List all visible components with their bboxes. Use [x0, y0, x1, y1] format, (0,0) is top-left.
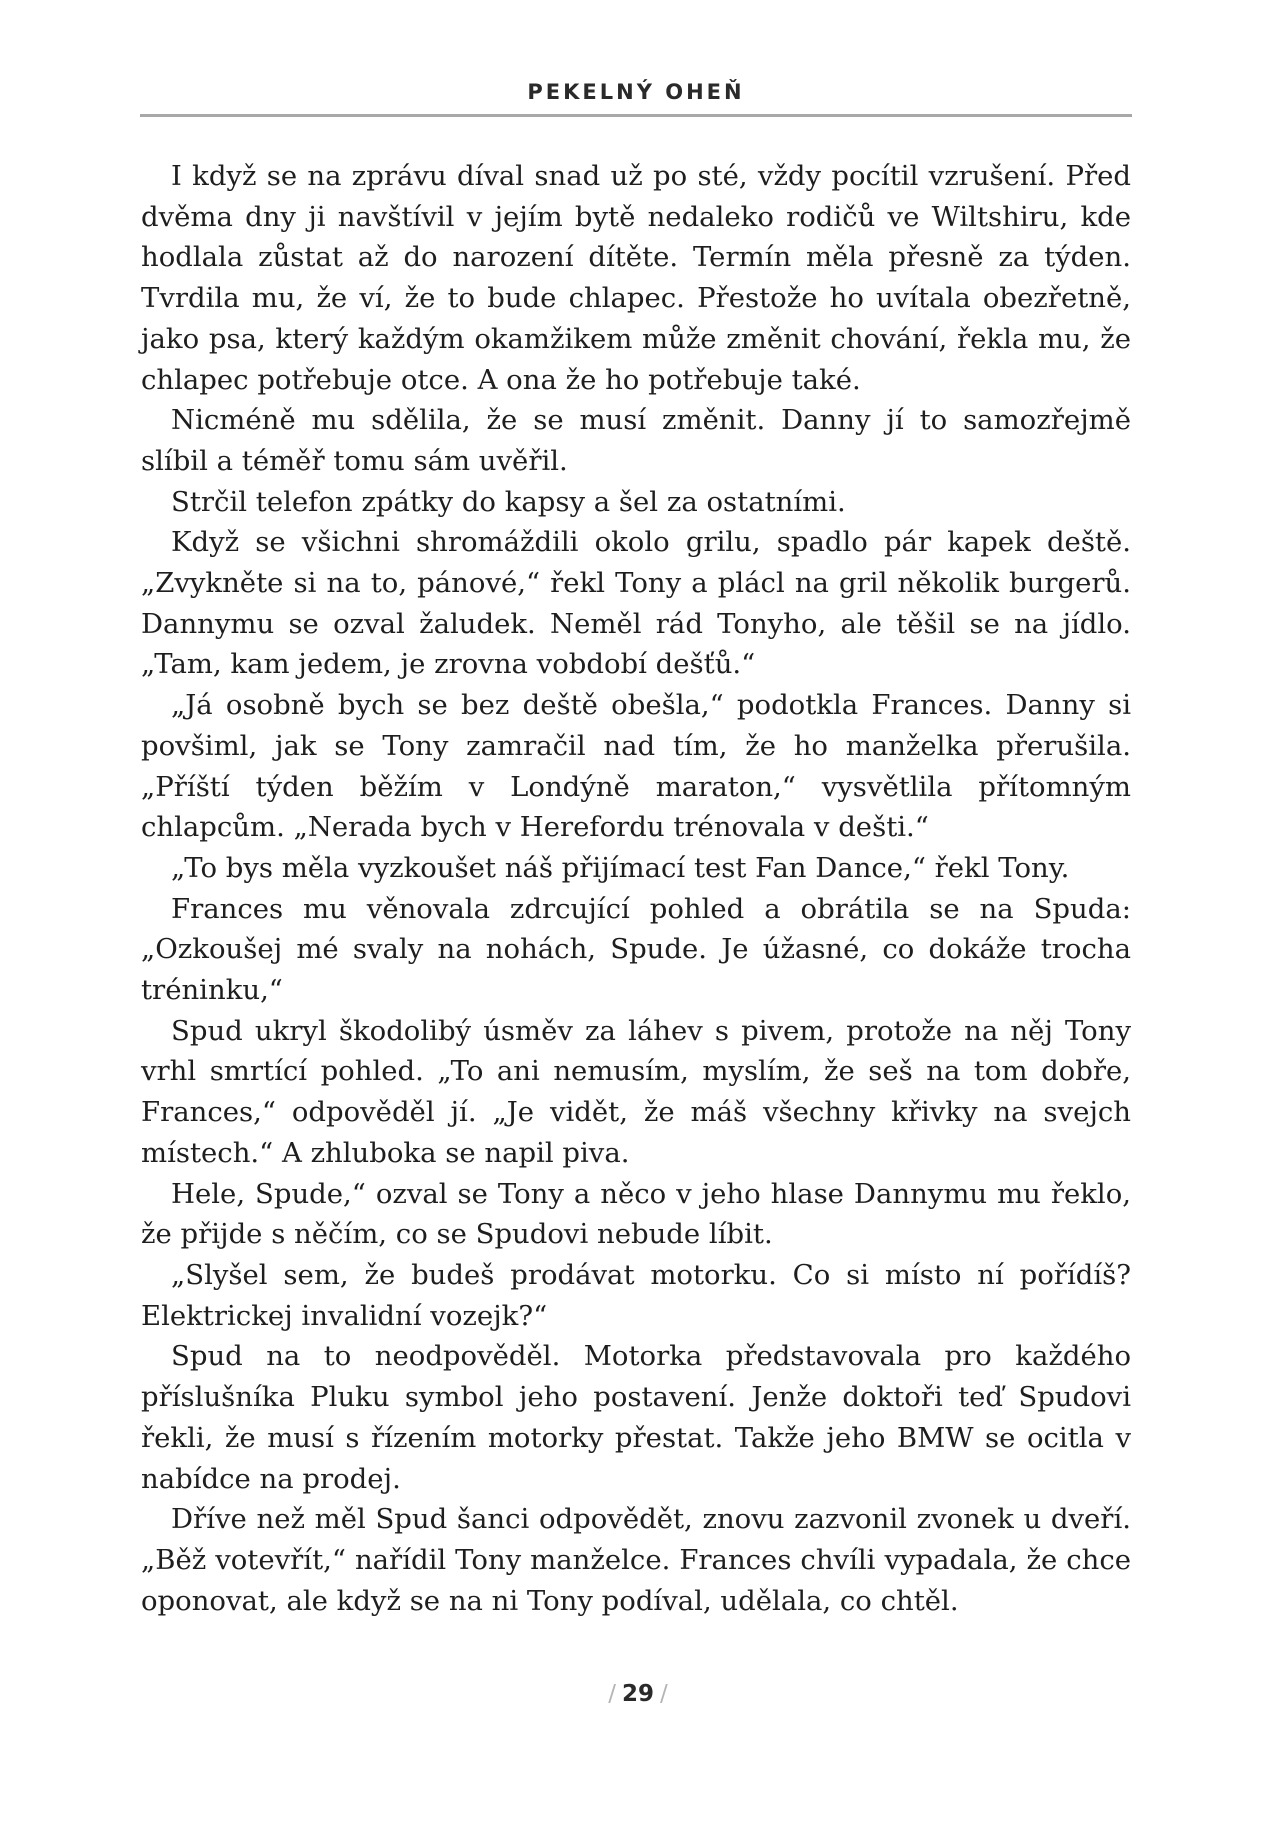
folio-slash-right: /	[660, 1681, 668, 1707]
paragraph: „Slyšel sem, že budeš prodávat motorku. Co si místo ní pořídíš? Elektrickej invalidní vozejk?“	[141, 1258, 1131, 1332]
paragraph: Hele, Spude,“ ozval se Tony a něco v jeho hlase Dannymu mu řeklo, že přijde s něčím, co se Spudovi nebude líbit.	[141, 1177, 1131, 1251]
paragraph: I když se na zprávu díval snad už po sté, vždy pocítil vzrušení. Před dvěma dny ji navštívil v jejím bytě nedaleko rodičů ve Wiltshiru, kde hodlala zůstat až do narození dítěte. Termín měla přesně za týden. Tvrdila mu, že ví, že to bude chlapec. Přestože ho uvítala obezřetně, jako psa, který každým okamžikem může změnit chování, řekla mu, že chlapec potřebuje otce. A ona že ho potřebuje také.	[141, 160, 1131, 396]
paragraph: Spud na to neodpověděl. Motorka představovala pro každého příslušníka Pluku symbol jeho postavení. Jenže doktoři teď Spudovi řekli, že musí s řízením motorky přestat. Takže jeho BMW se ocitla v nabídce na prodej.	[141, 1340, 1131, 1495]
folio-slash-left: /	[608, 1681, 616, 1707]
paragraph: „Já osobně bych se bez deště obešla,“ podotkla Frances. Danny si povšiml, jak se Tony zamračil nad tím, že ho manželka přerušila. „Příští týden běžím v Londýně maraton,“ vysvětlila přítomným chlapcům. „Nerada bych v Herefordu trénovala v dešti.“	[141, 689, 1131, 844]
paragraph: Dříve než měl Spud šanci odpovědět, znovu zazvonil zvonek u dveří. „Běž votevřít,“ nařídil Tony manželce. Frances chvíli vypadala, že chce oponovat, ale když se na ni Tony podíval, udělala, co chtěl.	[141, 1503, 1131, 1617]
page-number-value: 29	[621, 1681, 654, 1707]
paragraph: Nicméně mu sdělila, že se musí změnit. Danny jí to samozřejmě slíbil a téměř tomu sám uvěřil.	[141, 404, 1131, 477]
paragraph: Strčil telefon zpátky do kapsy a šel za ostatními.	[171, 485, 846, 518]
paragraph: Spud ukryl škodolibý úsměv za láhev s pivem, protože na něj Tony vrhl smrtící pohled. „To ani nemusím, myslím, že seš na tom dobře, Frances,“ odpověděl jí. „Je vidět, že máš všechny křivky na svejch místech.“ A zhluboka se napil piva.	[141, 1014, 1131, 1169]
body-text	[141, 156, 1131, 1621]
paragraph: Když se všichni shromáždili okolo grilu, spadlo pár kapek deště. „Zvykněte si na to, pánové,“ řekl Tony a plácl na gril několik burgerů. Dannymu se ozval žaludek. Neměl rád Tonyho, ale těšil se na jídlo. „Tam, kam jedem, je zrovna vobdobí dešťů.“	[141, 526, 1131, 681]
running-head-title: PEKELNÝ OHEŇ	[527, 80, 745, 104]
paragraph: Frances mu věnovala zdrcující pohled a obrátila se na Spuda: „Ozkoušej mé svaly na nohách, Spude. Je úžasné, co dokáže trocha tréninku,“	[141, 892, 1131, 1007]
paragraph: „To bys měla vyzkoušet náš přijímací test Fan Dance,“ řekl Tony.	[171, 851, 1070, 884]
header-rule	[140, 114, 1132, 117]
page-number	[0, 1681, 1276, 1707]
